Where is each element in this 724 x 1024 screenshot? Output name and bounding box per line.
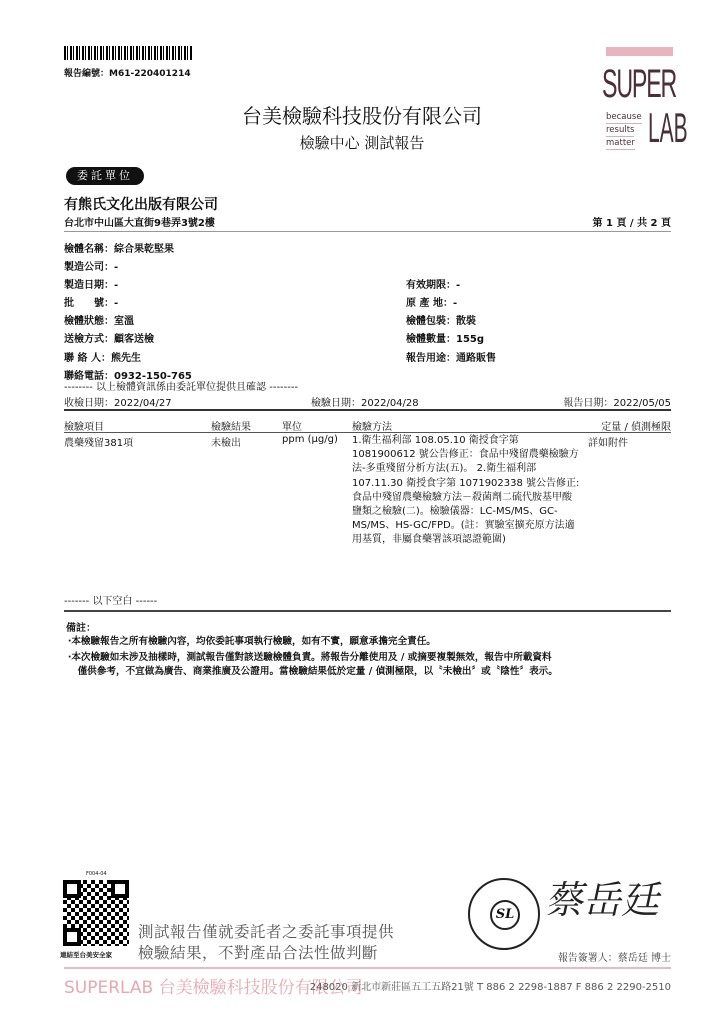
header-result: 檢驗結果: [211, 422, 251, 433]
field-value: 顧客送檢: [114, 334, 154, 345]
logo-tagline-2: results: [606, 125, 635, 135]
logo-tagline-3: matter: [606, 138, 635, 148]
report-number-label: 報告編號：: [64, 69, 110, 79]
disclaimer-line-1: 測試報告僅就委託者之委託事項提供: [138, 923, 395, 941]
disclaimer-line-2: 檢驗結果，不對產品合法性做判斷: [138, 944, 379, 962]
signer: 報告簽署人：蔡岳廷 博士: [557, 953, 671, 964]
company-title: 台美檢驗科技股份有限公司: [242, 104, 482, 128]
report-number-value: M61-220401214: [109, 69, 191, 79]
divider: [64, 610, 671, 612]
field-value: -: [452, 298, 458, 309]
remark-2: ‧本次檢驗如未涉及抽樣時，測試報告僅對該送驗檢體負責。將報告分離使用及 / 或摘要複製無效，報告中所載資料: [68, 652, 552, 663]
field-value: 155g: [456, 334, 485, 345]
qr-code[interactable]: [63, 880, 129, 946]
barcode: [64, 46, 192, 60]
header-item: 檢驗項目: [64, 422, 104, 433]
divider: [64, 231, 671, 232]
page-indicator: 第 1 頁 / 共 2 頁: [592, 218, 671, 229]
remarks-title: 備註：: [66, 623, 96, 634]
field-label: 送檢方式：: [64, 334, 114, 345]
field-row: [64, 240, 174, 255]
field-label: 檢體名稱：: [64, 244, 114, 255]
blank-note: ------- 以下空白 ------: [64, 596, 158, 607]
footer-address: 248020 新北市新莊區五工五路21號 T 886 2 2298-1887 F 886 2 2290-2510: [309, 982, 671, 993]
table-header-divider: [64, 432, 671, 433]
report-number: [64, 66, 191, 79]
field-label: 報告用途：: [406, 353, 456, 364]
row-method: 1.衛生福利部 108.05.10 衛授食字第 1081900612 號公告修正：食品中殘留農藥檢驗方法-多重殘留分析方法(五)。 2.衛生福利部 107.11.30 衛授食字第 1071902338 號公告修正:食品中殘留農藥檢驗方法－殺菌劑二硫代胺基甲酸鹽類之檢驗(二)。檢驗儀器：LC-MS/MS、GC-MS/MS、HS-GC/FPD。(註：實驗室擴充原方法適用基質，非屬食藥署該項認證範圍): [352, 435, 580, 546]
test-date: [311, 394, 419, 409]
field-label: 製造公司：: [64, 262, 114, 273]
report-date-label: 報告日期：: [563, 398, 614, 409]
field-row: [406, 349, 496, 364]
field-row: [64, 276, 118, 291]
field-row: [406, 312, 476, 327]
footer-brand: SUPERLAB 台美檢驗科技股份有限公司: [64, 978, 363, 998]
row-limit: 詳如附件: [588, 438, 628, 449]
confirm-note: -------- 以上檢體資訊係由委託單位提供且確認 --------: [64, 382, 299, 393]
field-row: [64, 312, 134, 327]
field-row: [64, 349, 141, 364]
logo-lab: LAB: [648, 104, 688, 151]
field-label: 有效期限：: [406, 280, 456, 291]
row-unit: ppm (µg/g): [282, 434, 338, 445]
field-row: [406, 330, 484, 345]
header-limit: 定量 / 偵測極限: [601, 422, 671, 433]
received-date: [64, 394, 172, 409]
qr-label: 連結至台美安全家: [60, 951, 112, 959]
field-label: 檢體包裝：: [406, 316, 456, 327]
field-value: 散裝: [456, 316, 476, 327]
received-date-value: 2022/04/27: [114, 398, 172, 409]
report-date: [563, 394, 671, 409]
footer-divider: [64, 967, 671, 969]
field-row: [406, 294, 457, 309]
test-date-value: 2022/04/28: [361, 398, 419, 409]
form-code: F004-04: [86, 871, 107, 877]
field-row: [64, 294, 118, 309]
field-label: 檢體數量：: [406, 334, 456, 345]
field-label: 聯絡電話：: [64, 371, 114, 382]
field-label: 檢體狀態：: [64, 316, 114, 327]
logo-bar: [606, 47, 673, 56]
field-value: 0932-150-765: [114, 371, 192, 382]
field-label: 製造日期：: [64, 280, 114, 291]
field-label: 原 產 地：: [406, 298, 453, 309]
field-row: [406, 276, 460, 291]
field-label: 聯 絡 人：: [64, 353, 111, 364]
received-date-label: 收檢日期：: [64, 398, 114, 409]
logo-tagline-1: because: [606, 112, 642, 122]
report-date-value: 2022/05/05: [613, 398, 671, 409]
header-method: 檢驗方法: [352, 422, 392, 433]
signature: 蔡岳廷: [543, 878, 667, 922]
field-value: 熊先生: [110, 353, 141, 364]
client-name: 有熊氏文化出版有限公司: [64, 197, 218, 213]
field-value: 室溫: [114, 316, 134, 327]
field-row: [64, 330, 154, 345]
field-value: -: [114, 262, 119, 273]
seal-emblem: SL: [490, 900, 520, 930]
client-address: 台北市中山區大直街9巷弄3號2樓: [64, 218, 215, 229]
logo-super: SUPER: [602, 62, 677, 106]
field-value: 綜合果乾堅果: [114, 244, 174, 255]
remark-1: ‧本檢驗報告之所有檢驗內容，均依委託事項執行檢驗，如有不實，願意承擔完全責任。: [68, 636, 436, 647]
row-item: 農藥殘留381項: [64, 438, 134, 449]
remark-3: 僅供參考，不宜做為廣告、商業推廣及公證用。當檢驗結果低於定量 / 偵測極限，以〝未檢出〞或〝陰性〞表示。: [68, 666, 558, 677]
header-unit: 單位: [282, 422, 302, 433]
field-value: -: [114, 280, 119, 291]
field-value: 通路販售: [456, 353, 496, 364]
report-subtitle: 檢驗中心 測試報告: [299, 134, 425, 152]
row-result: 未檢出: [211, 438, 241, 449]
field-value: -: [456, 280, 461, 291]
field-value: -: [114, 298, 119, 309]
test-date-label: 檢驗日期：: [311, 398, 361, 409]
field-row: [64, 258, 118, 273]
client-section-label: 委託單位: [66, 167, 144, 185]
divider: [64, 409, 671, 411]
field-label: 批 號：: [64, 298, 114, 309]
